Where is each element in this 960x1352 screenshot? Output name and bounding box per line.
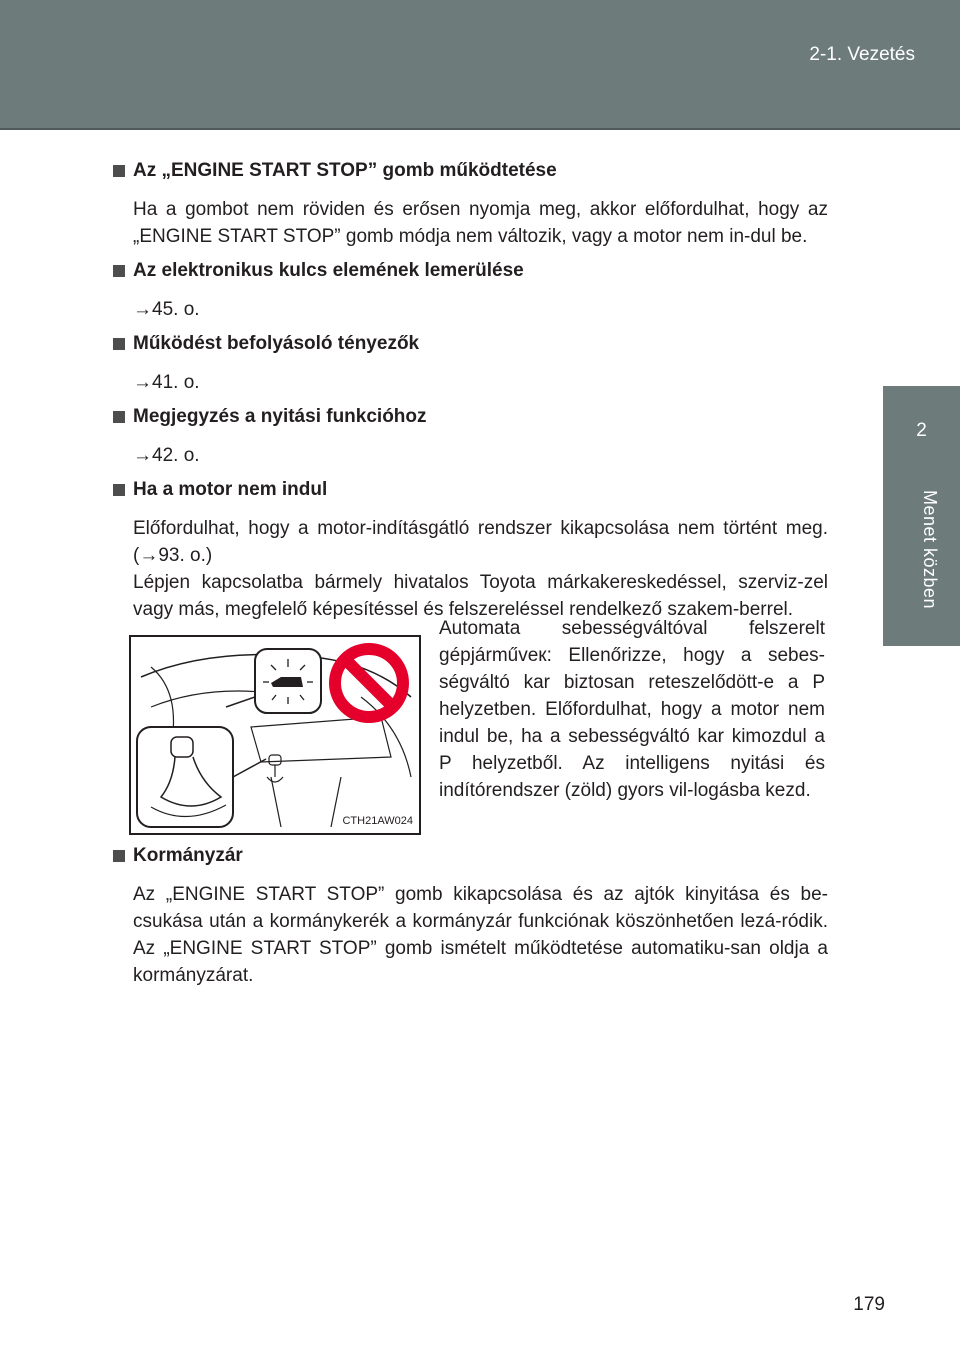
section-text: Lépjen kapcsolatba bármely hivatalos Toyota márkakereskedéssel, szerviz-zel vagy más, megfelelő képesítéssel és felszereléssel rendelkező szakem-berrel. [133,572,828,620]
page-number: 179 [853,1294,885,1315]
section-heading: Ha a motor nem indul [113,479,828,501]
page-header [0,0,960,130]
section-engine-no-start [113,479,828,623]
figure-row [113,618,828,835]
chapter-number: 2 [916,420,927,441]
section-heading: Működést befolyásoló tényezők [113,333,828,355]
page-content [113,160,828,999]
dashboard-illustration [131,637,419,833]
section-title: 2-1. Vezetés [809,44,915,65]
figure-code: CTH21AW024 [342,815,413,827]
section-heading: Kormányzár [113,845,828,867]
page-reference: →41. o. [133,372,200,393]
section-text: Előfordulhat, hogy a motor-indításgátló rendszer kikapcsolása nem történt meg. (→93. o.) [133,518,828,566]
section-text: Az „ENGINE START STOP” gomb kikapcsolása és az ajtók kinyitása és be-csukása után a kormánykerék a kormányzár funkciónak köszönhetően lezá-ródik. Az „ENGINE START STOP” gomb ismételt működtetése automatiku-san oldja a kormányzárat. [133,884,828,986]
chapter-label: Menet közben [920,490,940,610]
gear-lever-illustration [129,635,421,835]
section-text: Ha a gombot nem röviden és erősen nyomja meg, akkor előfordulhat, hogy az „ENGINE START STOP” gomb módja nem változik, vagy a motor nem in-dul be. [133,199,828,247]
page-reference: →42. o. [133,445,200,466]
section-steering-lock [113,845,828,989]
section-factors [113,333,828,396]
section-engine-button [113,160,828,250]
section-key-battery [113,260,828,323]
section-heading: Az elektronikus kulcs elemének lemerülése [113,260,828,282]
page-reference: →45. o. [133,299,200,320]
figure-caption: Automata sebességváltóval felszerelt gépjárműveк: Ellenőrizze, hogy a sebes-ségváltó kar biztosan reteszelődött-e a P helyzetben. Előfordulhat, hogy a motor nem indul be, ha a sebességváltó kar kimozdul a P helyzetből. Az intelligens nyitási és indítórendszer (zöld) gyors vil-logásba kezd. [439,618,825,801]
section-unlock-note [113,406,828,469]
section-heading: Az „ENGINE START STOP” gomb működtetése [113,160,828,182]
section-heading: Megjegyzés a nyitási funkcióhoz [113,406,828,428]
